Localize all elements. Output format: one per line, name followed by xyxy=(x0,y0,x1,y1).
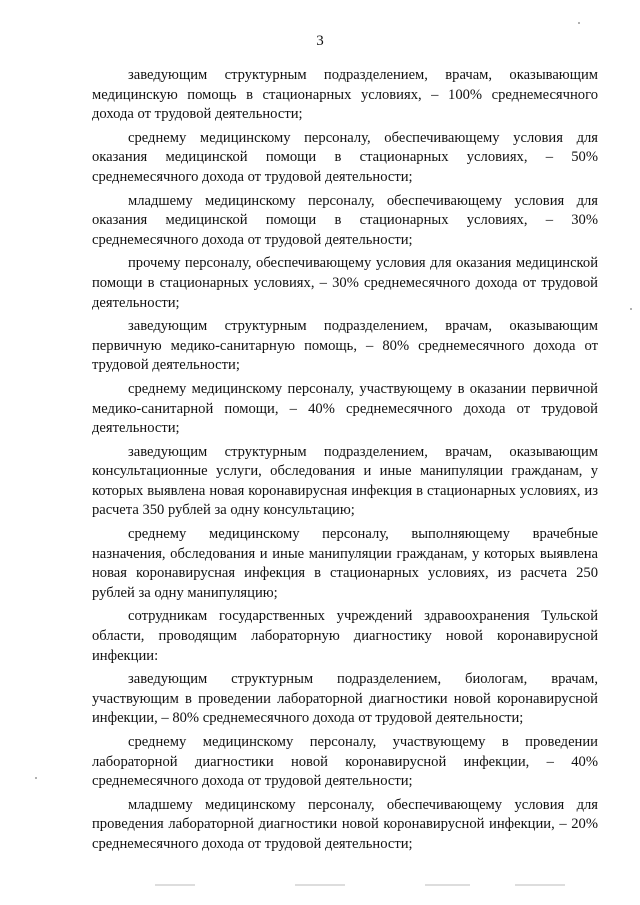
document-body xyxy=(92,66,598,855)
paragraph: заведующим структурным подразделением, врачам, оказывающим медицинскую помощь в стационарных условиях, – 100% среднемесячного дохода от трудовой деятельности; xyxy=(92,67,598,123)
scan-speck xyxy=(35,777,37,779)
paragraph: прочему персоналу, обеспечивающему условия для оказания медицинской помощи в стационарных условиях, – 30% среднемесячного дохода от трудовой деятельности; xyxy=(92,255,598,311)
page-number: 3 xyxy=(316,33,324,49)
paragraph: заведующим структурным подразделением, биологам, врачам, участвующим в проведении лабораторной диагностики новой коронавирусной инфекции, – 80% среднемесячного дохода от трудовой деятельности; xyxy=(92,671,598,727)
scan-artifact-line xyxy=(155,884,575,887)
paragraph: заведующим структурным подразделением, врачам, оказывающим консультационные услуги, обследования и иные манипуляции гражданам, у которых выявлена новая коронавирусная инфекция в стационарных условиях, из расчета 350 рублей за одну консультацию; xyxy=(92,443,598,519)
paragraph: сотрудникам государственных учреждений здравоохранения Тульской области, проводящим лабораторную диагностику новой коронавирусной инфекции: xyxy=(92,608,598,664)
paragraph: среднему медицинскому персоналу, обеспечивающему условия для оказания медицинской помощи в стационарных условиях, – 50% среднемесячного дохода от трудовой деятельности; xyxy=(92,129,598,185)
paragraph: среднему медицинскому персоналу, участвующему в проведении лабораторной диагностики новой коронавирусной инфекции, – 40% среднемесячного дохода от трудовой деятельности; xyxy=(92,734,598,790)
paragraph: младшему медицинскому персоналу, обеспечивающему условия для проведения лабораторной диагностики новой коронавирусной инфекции, – 20% среднемесячного дохода от трудовой деятельности; xyxy=(92,796,598,852)
scan-speck xyxy=(630,308,632,310)
scan-speck xyxy=(578,22,580,24)
paragraph: заведующим структурным подразделением, врачам, оказывающим первичную медико-санитарную помощь, – 80% среднемесячного дохода от трудовой деятельности; xyxy=(92,318,598,374)
paragraph: среднему медицинскому персоналу, выполняющему врачебные назначения, обследования и иные манипуляции гражданам, у которых выявлена новая коронавирусная инфекция в стационарных условиях, из расчета 250 рублей за одну манипуляцию; xyxy=(92,526,598,601)
paragraph: среднему медицинскому персоналу, участвующему в оказании первичной медико-санитарной помощи, – 40% среднемесячного дохода от трудовой деятельности; xyxy=(92,380,598,437)
paragraph: младшему медицинскому персоналу, обеспечивающему условия для оказания медицинской помощи в стационарных условиях, – 30% среднемесячного дохода от трудовой деятельности; xyxy=(92,192,598,248)
